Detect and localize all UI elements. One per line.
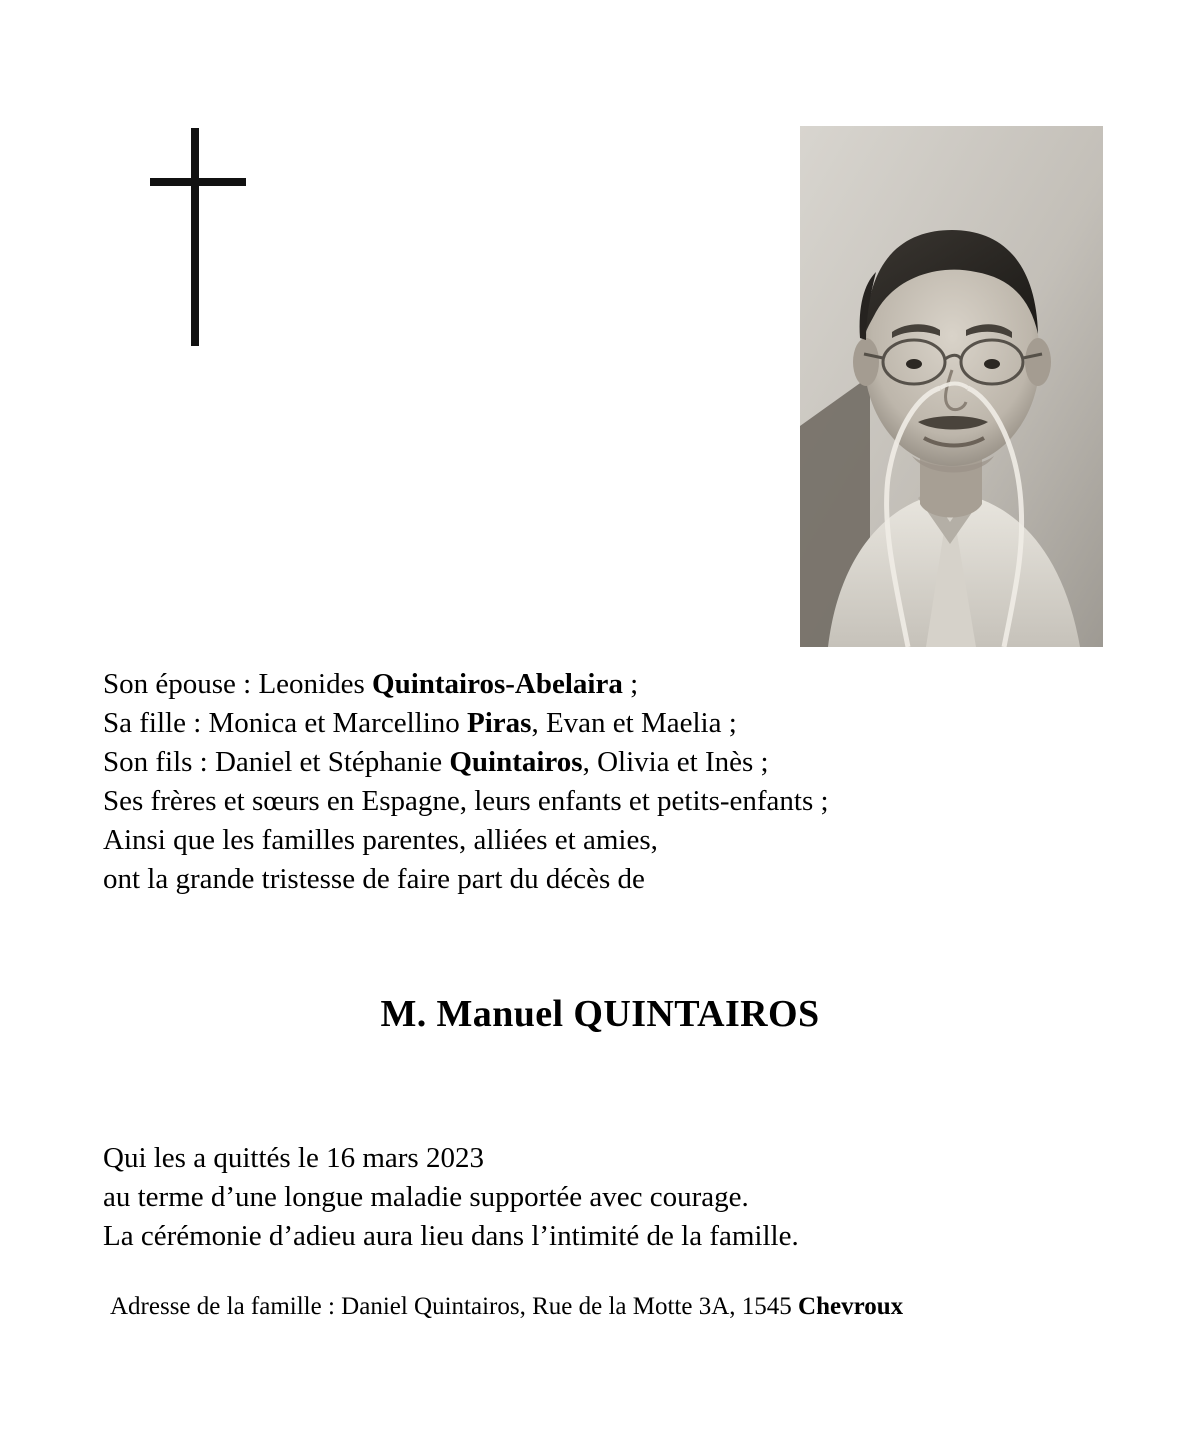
family-line-prefix: ont la grande tristesse de faire part du décès de: [103, 863, 645, 895]
family-line-suffix: ;: [622, 668, 639, 700]
family-address: [110, 1290, 1110, 1323]
family-line-suffix: , Evan et Maelia ;: [531, 707, 737, 739]
family-line: [103, 665, 1003, 704]
family-line-bold: Quintairos: [449, 746, 583, 778]
portrait-photo: [800, 126, 1103, 647]
family-address-city: Chevroux: [798, 1293, 904, 1320]
family-line-prefix: Sa fille : Monica et Marcellino: [103, 707, 468, 739]
family-line-prefix: Son fils : Daniel et Stéphanie: [103, 746, 450, 778]
death-details: [103, 1139, 1053, 1256]
family-line: [103, 860, 1003, 899]
family-line-prefix: Ses frères et sœurs en Espagne, leurs enfants et petits-enfants ;: [103, 785, 829, 817]
family-address-prefix: Adresse de la famille : Daniel Quintairos, Rue de la Motte 3A, 1545: [110, 1293, 799, 1320]
family-line: [103, 704, 1003, 743]
cross-horizontal-bar: [150, 178, 246, 186]
family-line-suffix: , Olivia et Inès ;: [582, 746, 769, 778]
family-announcement: [103, 665, 1003, 899]
family-line-bold: Quintairos-Abelaira: [372, 668, 623, 700]
family-line-prefix: Son épouse : Leonides: [103, 668, 373, 700]
latin-cross-icon: [150, 128, 246, 346]
family-line-bold: Piras: [467, 707, 532, 739]
portrait-illustration: [800, 126, 1103, 647]
deceased-name: M. Manuel QUINTAIROS: [380, 993, 820, 1035]
family-line: [103, 821, 1003, 860]
details-line: au terme d’une longue maladie supportée avec courage.: [103, 1181, 749, 1213]
family-line-prefix: Ainsi que les familles parentes, alliées et amies,: [103, 824, 658, 856]
details-line: La cérémonie d’adieu aura lieu dans l’intimité de la famille.: [103, 1220, 799, 1252]
family-line: [103, 743, 1003, 782]
family-line: [103, 782, 1003, 821]
details-line: Qui les a quittés le 16 mars 2023: [103, 1142, 484, 1174]
cross-vertical-bar: [191, 128, 199, 346]
